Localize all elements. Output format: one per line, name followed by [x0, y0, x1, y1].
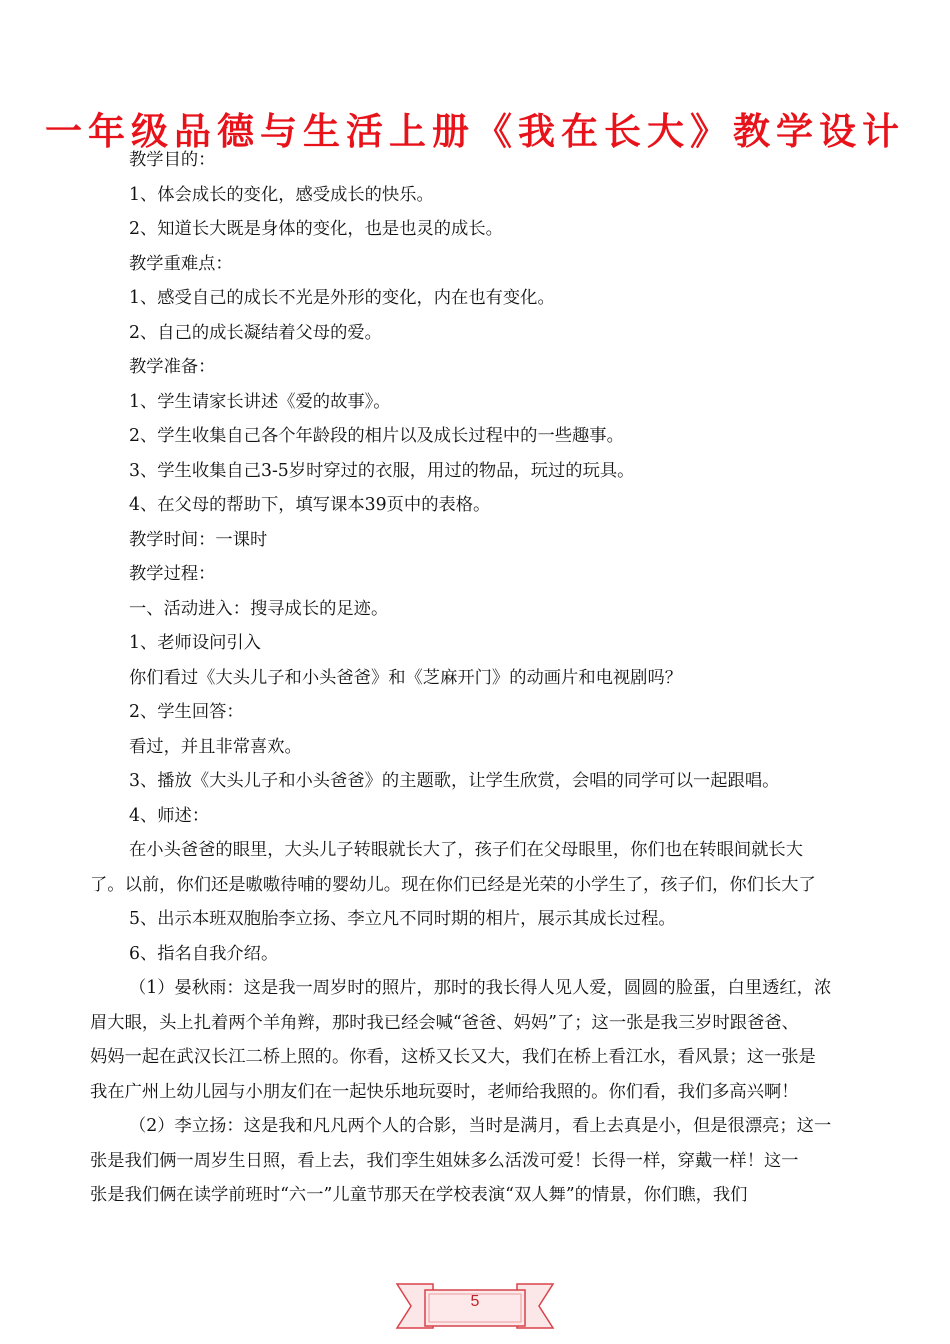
text-line: 眉大眼，头上扎着两个羊角辫，那时我已经会喊“爸爸、妈妈”了；这一张是我三岁时跟爸爸、 [90, 1012, 799, 1033]
text-line: 张是我们俩在读学前班时“六一”儿童节那天在学校表演“双人舞”的情景，你们瞧，我们 [90, 1185, 748, 1205]
text-line: 在小头爸爸的眼里，大头儿子转眼就长大了，孩子们在父母眼里，你们也在转眼间就长大 [129, 840, 803, 860]
page-number-badge [395, 1276, 555, 1336]
document-body [90, 143, 860, 1213]
text-line: 教学目的： [129, 150, 216, 170]
text-line: 4、在父母的帮助下，填写课本39页中的表格。 [129, 495, 491, 515]
text-line: 1、学生请家长讲述《爱的故事》。 [129, 391, 391, 412]
text-line: 妈妈一起在武汉长江二桥上照的。你看，这桥又长又大，我们在桥上看江水，看风景；这一张是 [90, 1047, 816, 1067]
text-line: 2、知道长大既是身体的变化，也是也灵的成长。 [129, 219, 503, 239]
text-line: 2、学生收集自己各个年龄段的相片以及成长过程中的一些趣事。 [129, 426, 624, 446]
text-line: 一、活动进入：搜寻成长的足迹。 [129, 598, 389, 619]
text-line: 2、自己的成长凝结着父母的爱。 [129, 322, 382, 343]
text-line: 看过，并且非常喜欢。 [129, 736, 302, 757]
text-line: 教学重难点： [129, 253, 233, 274]
text-line: 你们看过《大头儿子和小头爸爸》和《芝麻开门》的动画片和电视剧吗？ [129, 667, 683, 688]
text-line: 1、体会成长的变化，感受成长的快乐。 [129, 184, 434, 205]
text-line: （2）李立扬：这是我和凡凡两个人的合影，当时是满月，看上去真是小，但是很漂亮；这一 [129, 1116, 832, 1136]
text-line: 教学时间：一课时 [129, 529, 268, 550]
text-line: 教学准备： [129, 357, 216, 377]
page-number: 5 [470, 1293, 480, 1310]
text-line: 1、老师设问引入 [129, 633, 261, 653]
text-line: 张是我们俩一周岁生日照，看上去，我们孪生姐妹多么活泼可爱！长得一样，穿戴一样！这一 [90, 1150, 799, 1171]
text-line: 2、学生回答： [129, 702, 244, 722]
text-line: 5、出示本班双胞胎李立扬、李立凡不同时期的相片，展示其成长过程。 [129, 909, 676, 929]
text-line: 4、师述： [129, 805, 210, 826]
text-line: （1）晏秋雨：这是我一周岁时的照片，那时的我长得人见人爱，圆圆的脸蛋，白里透红，浓 [129, 978, 832, 998]
text-line: 1、感受自己的成长不光是外形的变化，内在也有变化。 [129, 288, 555, 308]
text-line: 我在广州上幼儿园与小朋友们在一起快乐地玩耍时，老师给我照的。你们看，我们多高兴啊！ [90, 1081, 799, 1102]
text-line: 了。以前，你们还是嗷嗷待哺的婴幼儿。现在你们已经是光荣的小学生了，孩子们，你们长大了 [90, 874, 816, 895]
text-line: 3、播放《大头儿子和小头爸爸》的主题歌，让学生欣赏，会唱的同学可以一起跟唱。 [129, 771, 780, 791]
text-line: 3、学生收集自己3-5岁时穿过的衣服，用过的物品，玩过的玩具。 [129, 460, 635, 481]
page-title: 一年级品德与生活上册《我在长大》教学设计 [45, 110, 905, 153]
text-line: 6、指名自我介绍。 [129, 943, 279, 964]
text-line: 教学过程： [129, 564, 216, 584]
